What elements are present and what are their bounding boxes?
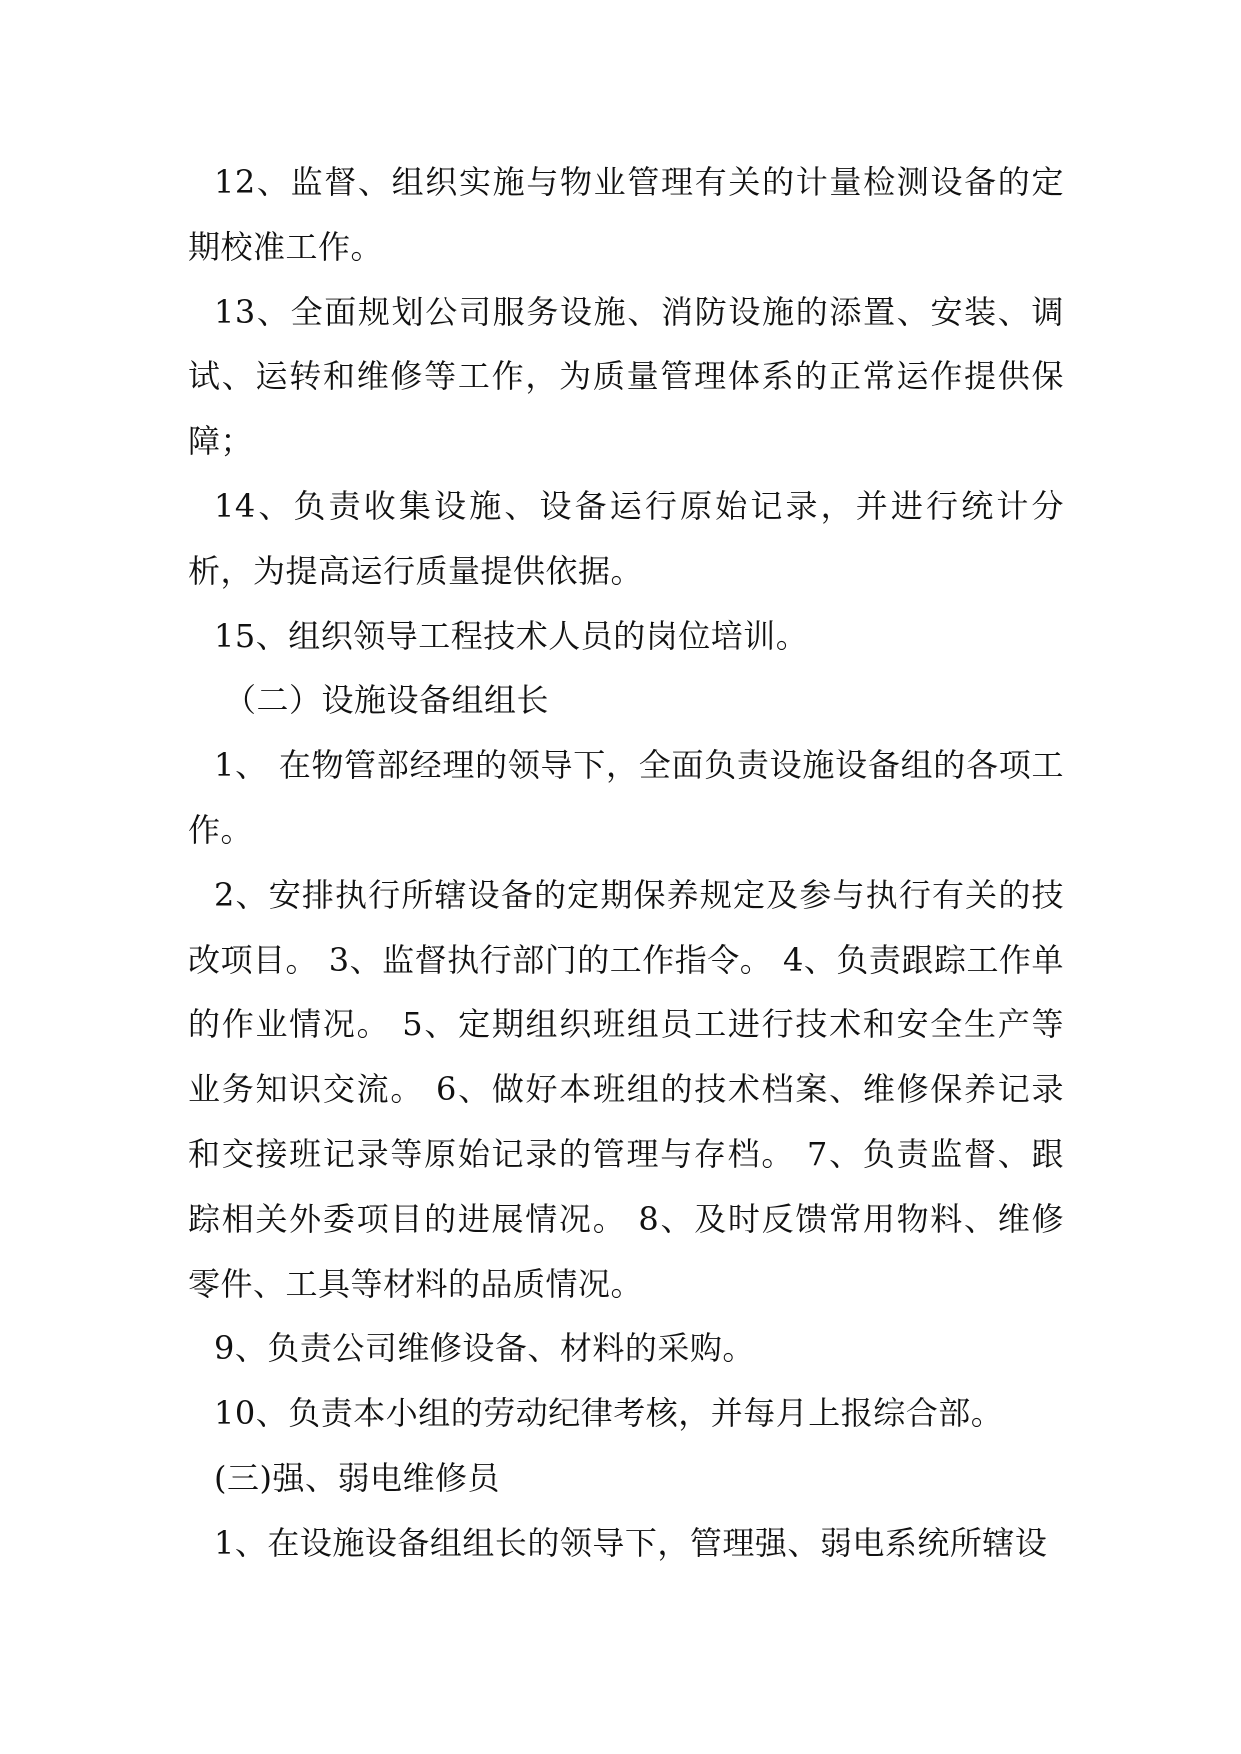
paragraph-2-2-to-8: 2、安排执行所辖设备的定期保养规定及参与执行有关的技改项目。 3、监督执行部门的工作指令。 4、负责跟踪工作单的作业情况。 5、定期组织班组员工进行技术和安全生产等业务知识交流。 6、做好本班组的技术档案、维修保养记录和交接班记录等原始记录的管理与存档。 7、负责监督、跟踪相关外委项目的进展情况。 8、及时反馈常用物料、维修零件、工具等材料的品质情况。 [188, 875, 1064, 1303]
paragraph-2-1: 1、 在物管部经理的领导下，全面负责设施设备组的各项工作。 [188, 746, 1064, 849]
paragraph-3-1: 1、在设施设备组组长的领导下，管理强、弱电系统所辖设 [214, 1523, 1048, 1562]
paragraph-15: 15、组织领导工程技术人员的岗位培训。 [214, 616, 809, 655]
document-page [188, 150, 1064, 1576]
paragraph-13: 13、全面规划公司服务设施、消防设施的添置、安装、调试、运转和维修等工作，为质量管理体系的正常运作提供保障； [188, 292, 1064, 461]
paragraph-12: 12、监督、组织实施与物业管理有关的计量检测设备的定期校准工作。 [188, 163, 1064, 266]
section-heading-2: （二）设施设备组组长 [224, 681, 550, 720]
paragraph-2-9: 9、负责公司维修设备、材料的采购。 [214, 1329, 755, 1368]
paragraph-2-10: 10、负责本小组的劳动纪律考核，并每月上报综合部。 [214, 1394, 1004, 1433]
paragraph-14: 14、负责收集设施、设备运行原始记录，并进行统计分析，为提高运行质量提供依据。 [188, 486, 1064, 590]
section-heading-3: (三)强、弱电维修员 [214, 1458, 500, 1497]
